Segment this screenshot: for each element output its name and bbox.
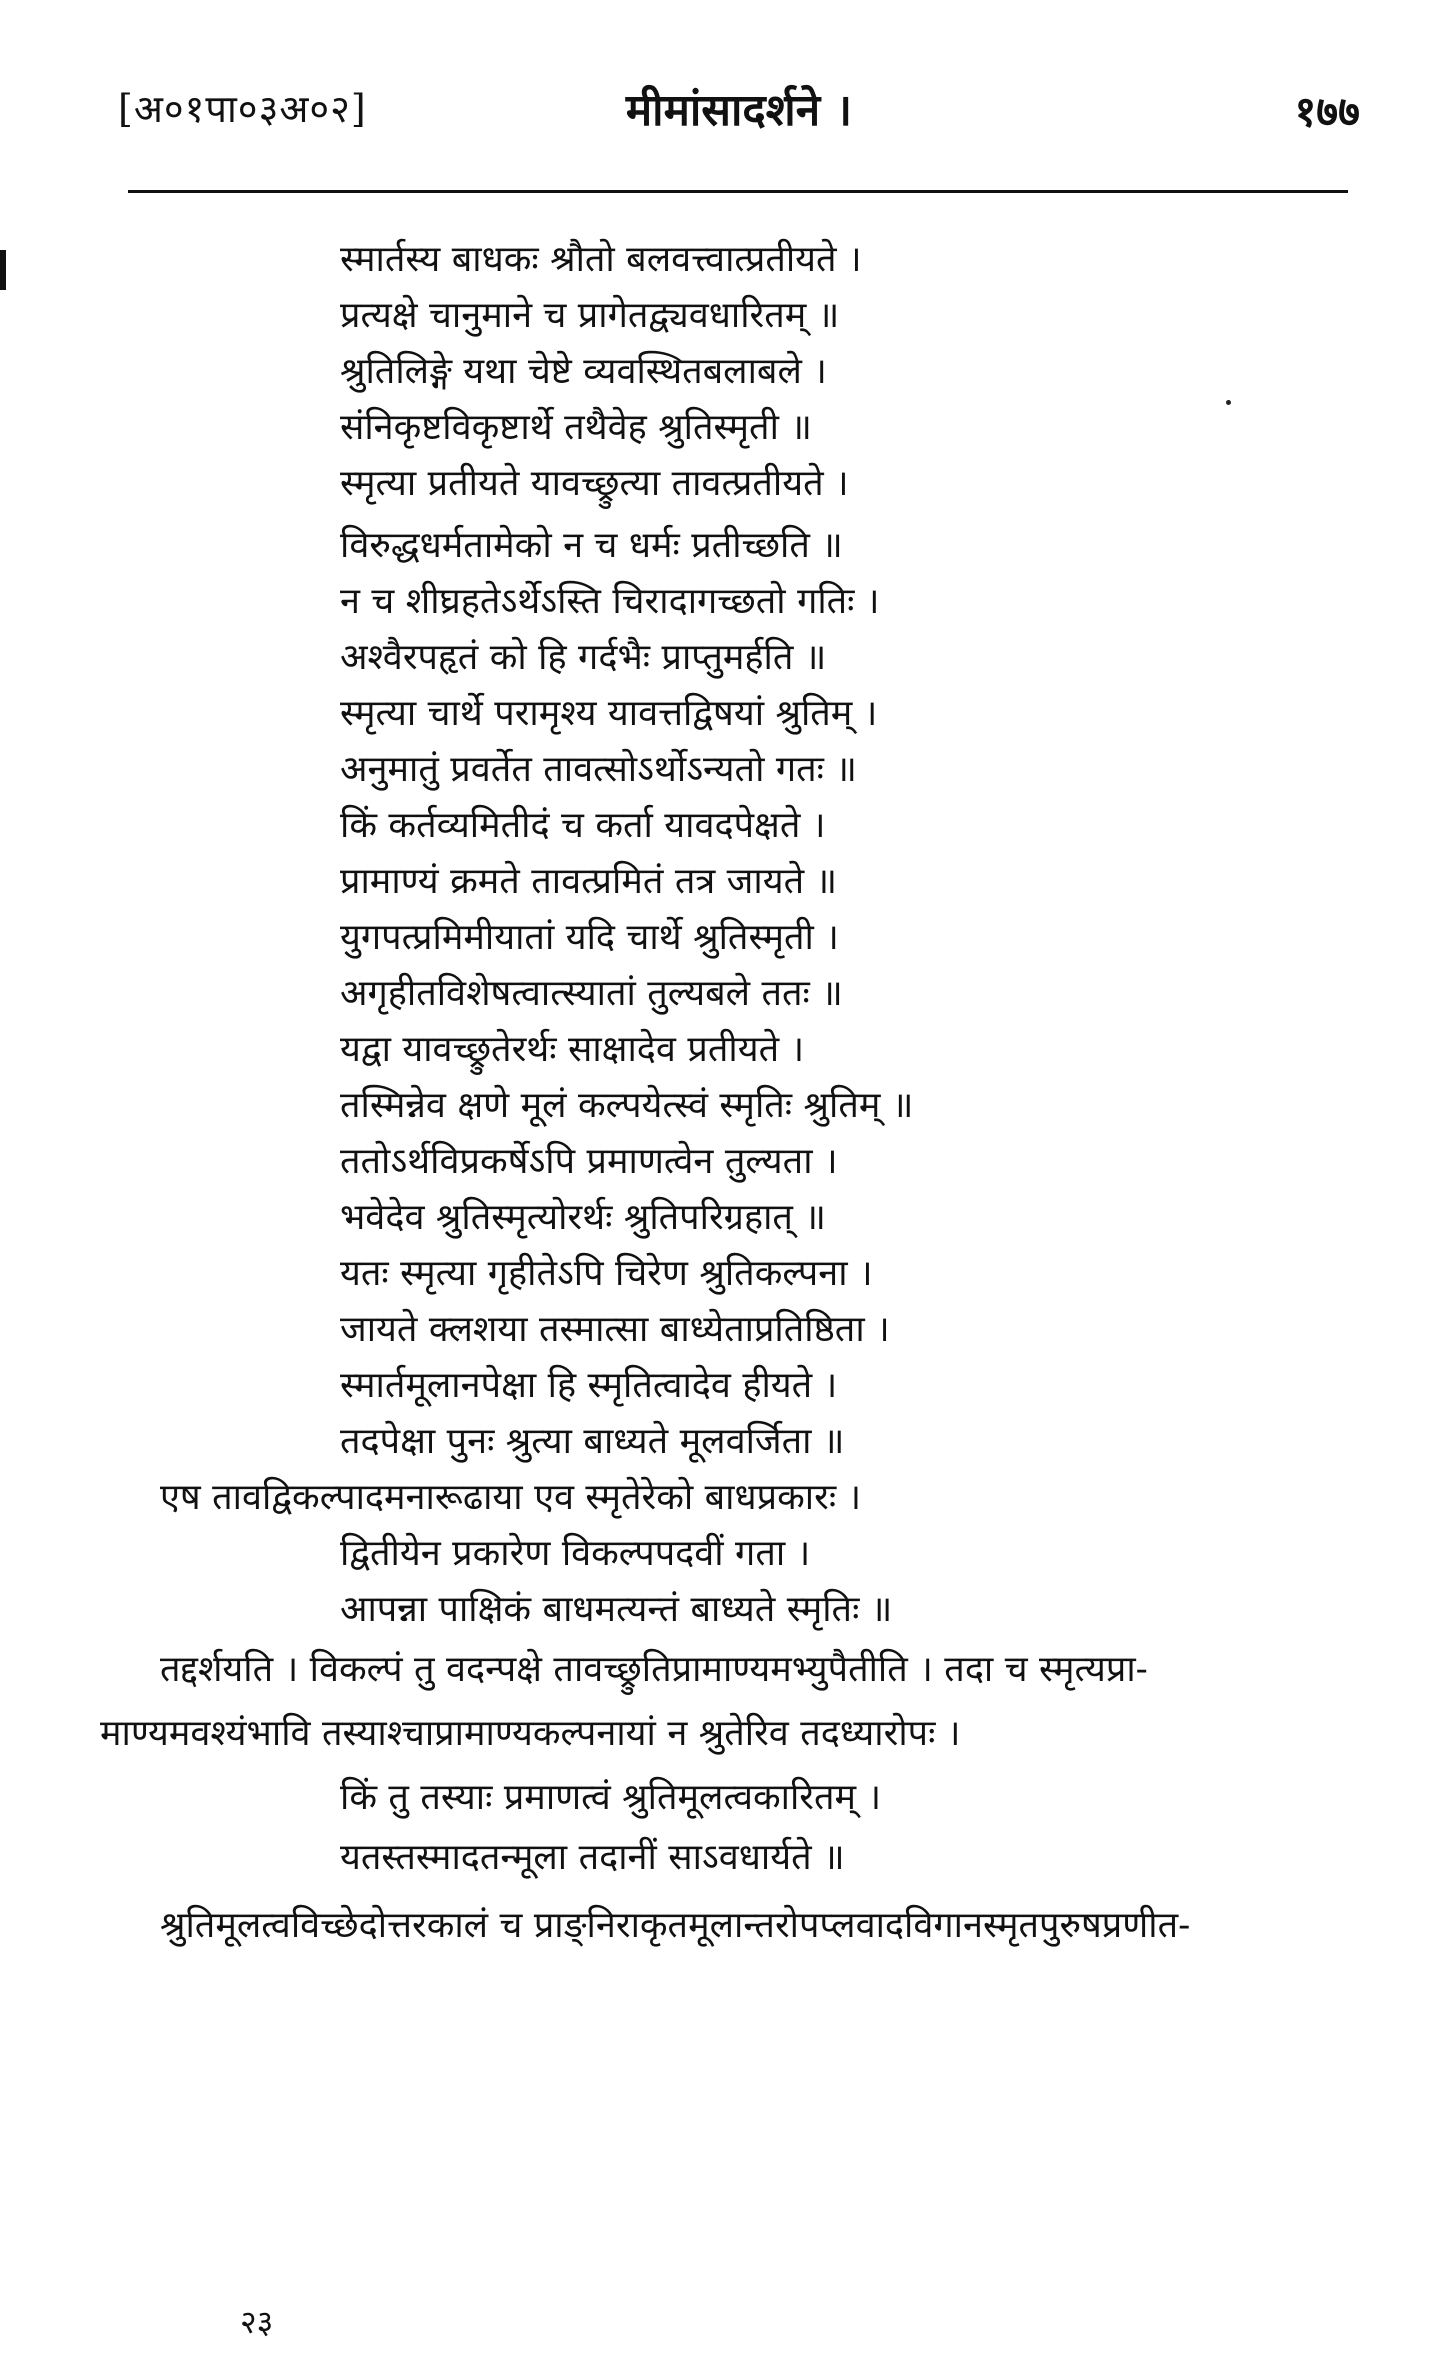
verse-line: युगपत्प्रमिमीयातां यदि चार्थे श्रुतिस्मृती । xyxy=(340,917,839,958)
verse-line: संनिकृष्टविकृष्टार्थे तथैवेह श्रुतिस्मृती ॥ xyxy=(340,407,812,448)
verse-line: यतस्तस्मादतन्मूला तदानीं साऽवधार्यते ॥ xyxy=(340,1837,845,1878)
speck xyxy=(1226,400,1231,405)
verse-line: जायते क्लशया तस्मात्सा बाध्येताप्रतिष्ठिता । xyxy=(340,1309,890,1350)
verse-line: न च शीघ्रहतेऽर्थेऽस्ति चिरादागच्छतो गतिः । xyxy=(340,581,880,622)
verse-line: ततोऽर्थविप्रकर्षेऽपि प्रमाणत्वेन तुल्यता । xyxy=(340,1141,838,1182)
section-reference: [अ०१पा०३अ०२] xyxy=(118,87,367,131)
page-number: १७७ xyxy=(1294,87,1360,136)
signature-mark: २३ xyxy=(240,2303,274,2341)
prose-line: श्रुतिमूलत्वविच्छेदोत्तरकालं च प्राङ्निराकृतमूलान्तरोपप्लवादविगानस्मृतपुरुषप्रणीत- xyxy=(160,1905,1191,1946)
prose-line: एष तावद्विकल्पादमनारूढाया एव स्मृतेरेको बाधप्रकारः । xyxy=(160,1477,862,1518)
verse-line: यतः स्मृत्या गृहीतेऽपि चिरेण श्रुतिकल्पना । xyxy=(340,1253,873,1294)
prose-line: माण्यमवश्यंभावि तस्याश्चाप्रामाण्यकल्पनायां न श्रुतेरिव तदध्यारोपः । xyxy=(100,1713,961,1754)
verse-line: अनुमातुं प्रवर्तेत तावत्सोऽर्थोऽन्यतो गतः ॥ xyxy=(340,749,857,790)
verse-line: आपन्ना पाक्षिकं बाधमत्यन्तं बाध्यते स्मृतिः ॥ xyxy=(340,1589,893,1630)
verse-line: यद्वा यावच्छ्रुतेरर्थः साक्षादेव प्रतीयते । xyxy=(340,1029,805,1070)
verse-line: अगृहीतविशेषत्वात्स्यातां तुल्यबले ततः ॥ xyxy=(340,973,843,1014)
verse-line: भवेदेव श्रुतिस्मृत्योरर्थः श्रुतिपरिग्रहात् ॥ xyxy=(340,1197,826,1238)
verse-line: द्वितीयेन प्रकारेण विकल्पपदवीं गता । xyxy=(340,1533,811,1574)
header-rule xyxy=(128,190,1348,193)
verse-line: अश्वैरपहृतं को हि गर्दभैः प्राप्तुमर्हति ॥ xyxy=(340,637,827,678)
verse-line: तस्मिन्नेव क्षणे मूलं कल्पयेत्स्वं स्मृतिः श्रुतिम् ॥ xyxy=(340,1085,914,1126)
verse-line: तदपेक्षा पुनः श्रुत्या बाध्यते मूलवर्जिता ॥ xyxy=(340,1421,845,1462)
running-title: मीमांसादर्शने । xyxy=(625,85,853,136)
verse-line: स्मृत्या चार्थे परामृश्य यावत्तद्विषयां श्रुतिम् । xyxy=(340,693,878,734)
verse-line: स्मार्तमूलानपेक्षा हि स्मृतित्वादेव हीयते । xyxy=(340,1365,838,1406)
verse-line: विरुद्धधर्मतामेको न च धर्मः प्रतीच्छति ॥ xyxy=(340,525,843,566)
prose-line: तद्दर्शयति । विकल्पं तु वदन्पक्षे तावच्छ्रुतिप्रामाण्यमभ्युपैतीति । तदा च स्मृत्यप्रा- xyxy=(160,1649,1148,1690)
verse-line: किं कर्तव्यमितीदं च कर्ता यावदपेक्षते । xyxy=(340,805,826,846)
page-edge-mark xyxy=(0,250,6,290)
verse-line: श्रुतिलिङ्गे यथा चेष्टे व्यवस्थितबलाबले । xyxy=(340,351,827,392)
verse-line: प्रामाण्यं क्रमते तावत्प्रमितं तत्र जायते ॥ xyxy=(340,861,838,902)
page-header xyxy=(118,72,1360,142)
verse-line: किं तु तस्याः प्रमाणत्वं श्रुतिमूलत्वकारितम् । xyxy=(340,1777,882,1818)
verse-line: स्मार्तस्य बाधकः श्रौतो बलवत्त्वात्प्रतीयते । xyxy=(340,239,862,280)
verse-line: स्मृत्या प्रतीयते यावच्छ्रुत्या तावत्प्रतीयते । xyxy=(340,463,849,504)
verse-line: प्रत्यक्षे चानुमाने च प्रागेतद्व्यवधारितम् ॥ xyxy=(340,295,840,336)
